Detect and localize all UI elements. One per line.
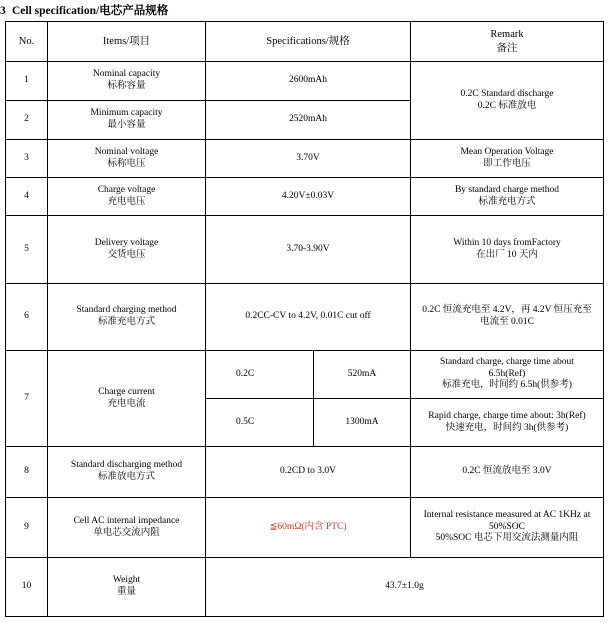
section-title: Cell specification/电芯产品规格 [12,5,169,17]
row-remark [411,216,604,284]
remark-line3: 50%SOC 电芯下用交流法测量内阻 [435,533,579,544]
item-en: Standard charging method [76,305,177,316]
row-no: 5 [6,216,48,284]
table-row [6,558,604,617]
row-no: 1 [6,62,48,101]
row-spec: 0.2CD to 3.0V [206,447,411,498]
remark-cn: 即工作电压 [483,158,531,169]
item-cn: 标称容量 [107,81,146,91]
row-no: 8 [6,447,48,498]
row-no: 10 [6,558,48,617]
item-en: Standard discharging method [70,460,183,471]
row-no: 2 [6,101,48,140]
table-row [6,351,604,399]
header-remark-en: Remark [490,29,524,41]
row-remark [411,140,604,178]
item-en: Weight [112,575,141,586]
row-item [48,284,206,351]
item-cn: 最小容量 [107,120,146,130]
item-cn: 标准充电方式 [97,317,155,327]
item-cn: 充电电流 [107,398,146,409]
table-row [6,498,604,558]
row-item [48,178,206,216]
remark-merged-1-2 [411,62,604,140]
remark-line2: 6.5h(Ref) [488,368,526,379]
remark-line3: 标准充电，时间约 6.5h(供参考) [442,380,572,391]
row-item [48,558,206,617]
row-remark: 0.2C 恒流放电至 3.0V [411,447,604,498]
row-item [48,498,206,558]
remark-line1: Rapid charge, charge time about: 3h(Ref) [428,410,586,421]
row-spec: 4.20V±0.03V [206,178,411,216]
item-en: Charge current [98,386,155,397]
row-spec: 43.7±1.0g [206,558,604,617]
header-remark-cn: 备注 [496,42,518,54]
spec-table [5,21,604,617]
charge-rate: 0.5C [206,399,314,447]
remark-en: Mean Operation Voltage [460,146,554,157]
table-row [6,62,604,101]
remark-cn: 标准充电方式 [478,196,536,207]
row-item [48,447,206,498]
table-header-row [6,22,604,62]
remark-line1: Standard charge, charge time about [440,356,574,367]
row-remark [411,498,604,558]
row-item [48,351,206,447]
item-cn: 标准放电方式 [97,472,155,482]
row-spec: 2520mAh [206,101,411,140]
header-items: Items/项目 [48,22,206,62]
table-row [6,216,604,284]
remark-en: Within 10 days fromFactory [453,237,561,248]
item-cn: 重量 [116,587,136,597]
item-en: Cell AC internal impedance [73,515,180,526]
row-spec: 3.70-3.90V [206,216,411,284]
charge-current-value: 520mA [314,351,411,399]
remark-line2: 50%SOC [489,521,525,532]
table-row [6,140,604,178]
row-no: 6 [6,284,48,351]
header-remark [411,22,604,62]
table-row [6,447,604,498]
section-heading [0,2,168,18]
table-row [6,284,604,351]
row-no: 7 [6,351,48,447]
item-en: Delivery voltage [94,237,159,248]
remark-cn: 0.2C 标准放电 [477,100,537,111]
row-item [48,101,206,140]
item-cn: 交货电压 [107,249,146,260]
item-en: Nominal voltage [94,146,159,157]
remark-line2: 快速充电，时间约 3h(供参考) [445,422,569,433]
row-spec: ≦60mΩ(内含 PTC) [206,498,411,558]
table-row [6,178,604,216]
row-remark [411,178,604,216]
row-spec: 2600mAh [206,62,411,101]
row-spec: 3.70V [206,140,411,178]
row-remark [411,399,604,447]
remark-line2: 电流至 0.01C [480,317,534,327]
item-en: Minimum capacity [90,108,163,119]
remark-cn: 在出厂 10 天内 [476,249,538,260]
row-no: 4 [6,178,48,216]
item-cn: 标称电压 [107,158,146,169]
remark-en: By standard charge method [454,184,560,195]
remark-line1: Internal resistance measured at AC 1KHz at [423,509,591,520]
charge-current-value: 1300mA [314,399,411,447]
row-spec: 0.2CC-CV to 4.2V, 0.01C cut off [206,284,411,351]
header-no: No. [6,22,48,62]
remark-en: 0.2C Standard discharge [460,88,554,99]
charge-rate: 0.2C [206,351,314,399]
remark-line1: 0.2C 恒流充电至 4.2V，再 4.2V 恒压充至 [422,305,592,316]
row-no: 3 [6,140,48,178]
item-en: Nominal capacity [92,69,161,80]
row-item [48,216,206,284]
row-item [48,140,206,178]
row-item [48,62,206,101]
header-specifications: Specifications/规格 [206,22,411,62]
item-en: Charge voltage [97,184,156,195]
row-no: 9 [6,498,48,558]
item-cn: 单电芯交流内阻 [93,527,160,538]
row-remark [411,284,604,351]
row-remark [411,351,604,399]
section-number: 3 [0,5,6,17]
item-cn: 充电电压 [107,196,146,207]
